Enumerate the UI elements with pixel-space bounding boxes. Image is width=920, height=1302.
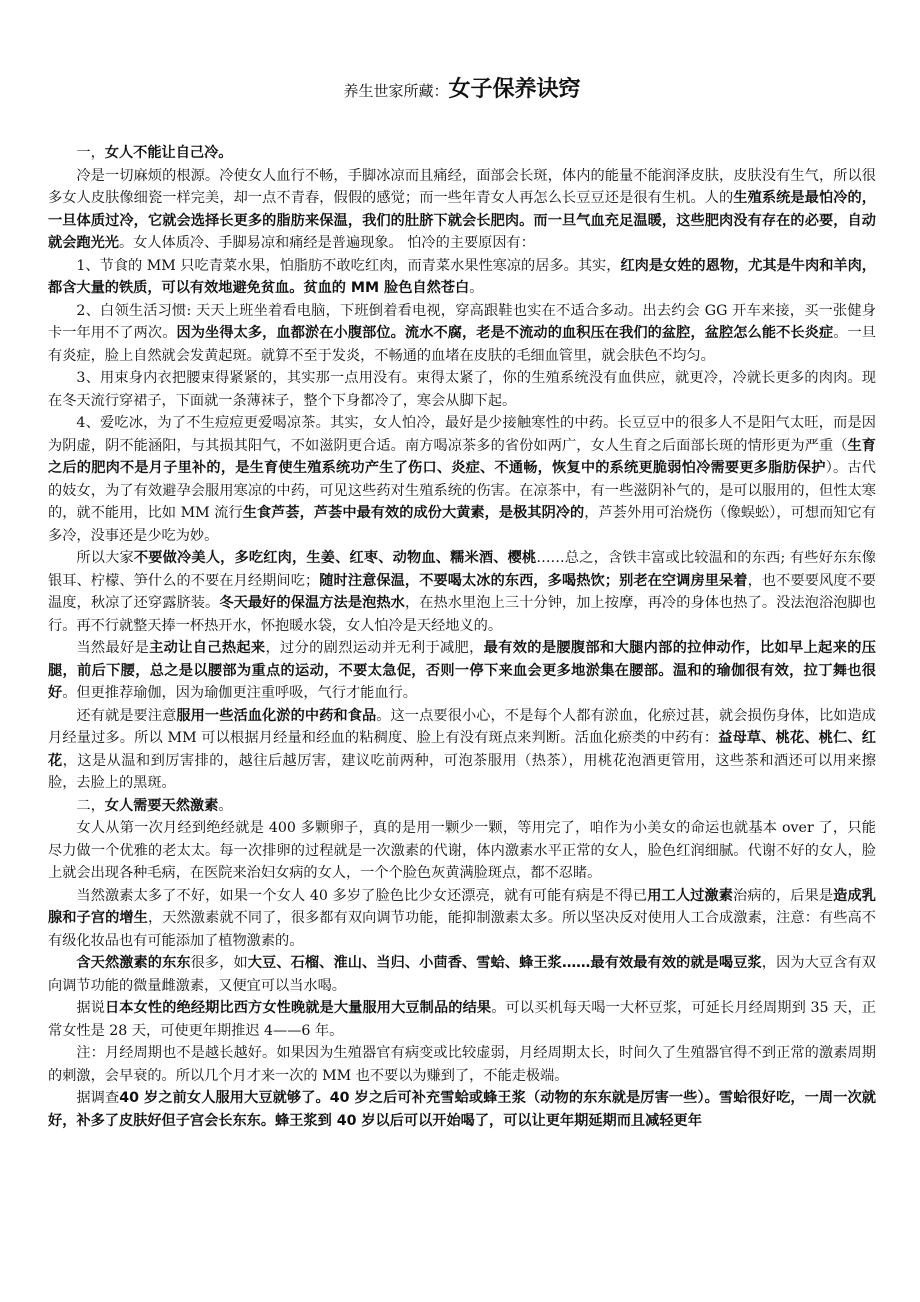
bold-text: 40 岁之前女人服用大豆就够了。40 岁之后可补充雪蛤或蜂王浆（动物的东东就是厉害一些）。雪蛤很好吃，一周一次就好，补多了皮肤好但子宫会长东东。蜂王浆到 40 岁以后可以开始喝了，可以让更年期延期而且减轻更年 [48,1090,876,1129]
paragraph [48,367,876,412]
paragraph [48,300,876,368]
paragraph [48,165,876,255]
text-run: ，在热水里泡上三十分钟，加上按摩，再冷的身体也热了。没法泡浴泡脚也行。再不行就整天捧一杯热开水，怀抱暖水袋，女人怕冷是天经地义的。 [48,595,876,634]
paragraph [48,705,876,795]
paragraph [48,817,876,885]
text-run: 。一旦有炎症，脸上自然就会发黄起斑。就算不至于发炎，不畅通的血堵在皮肤的毛细血管里，就会肤色不均匀。 [48,325,876,364]
bold-text: 益母草、桃花、桃仁、红花 [48,730,876,769]
text-run: 二， [76,797,105,814]
bold-text: 红肉是女姓的恩物，尤其是牛肉和羊肉，都含大量的铁质，可以有效地避免贫血。贫血的 MM 脸色自然苍白 [48,257,876,296]
text-run: ……总之，含铁丰富或比较温和的东西; 有些好东东像银耳、柠檬、笋什么的不要在月经期间吃； [48,550,876,589]
bold-text: 生殖系统是最怕冷的，一旦体质过冷，它就会选择长更多的脂肪来保温，我们的肚脐下就会长肥肉。而一旦气血充足温暖，这些肥肉没有存在的必要，自动就会跑光光 [48,190,876,251]
text-run: 治病的，后果是 [733,887,834,904]
text-run: ，也不要要风度不要温度，秋凉了还穿露脐装。 [48,572,876,611]
text-run: 。这一点要很小心，不是每个人都有淤血，化瘀过甚，就会损伤身体，比如造成月经量过多。所以 MM 可以根据月经量和经血的粘稠度、脸上有没有斑点来判断。活血化瘀类的中药有： [48,707,876,746]
paragraph [48,885,876,953]
bold-text: 造成乳腺和子宫的增生 [48,887,876,926]
bold-text: 女人需要天然激素 [104,797,219,814]
bold-text: 女人不能让自己冷。 [104,145,233,161]
text-run: ，过分的剧烈运动并无利于减肥， [265,640,484,656]
text-run: 冷是一切麻烦的根源。冷使女人血行不畅，手脚冰凉而且痛经，面部会长斑，体内的能量不能润泽皮肤，皮肤没有生气，所以很多女人皮肤像细瓷一样完美，却一点不青春，假假的感觉；而一些年青女人再怎么长豆豆还是很有生机。人的 [48,167,876,206]
section-heading [48,795,876,818]
text-run: 注：月经周期也不是越长越好。如果因为生殖器官有病变或比较虚弱，月经周期太长，时间久了生殖器官得不到正常的激素周期的刺激，会早衰的。所以几个月才来一次的 MM 也不要以为赚到了，不能走极端。 [48,1045,876,1084]
text-run: 当然激素太多了不好，如果一个女人 40 多岁了脸色比少女还漂亮，就有可能有病是不得已 [76,887,648,904]
bold-text: 主动让自己热起来 [149,640,266,656]
text-run: ，天然激素就不同了，很多都有双向调节功能，能抑制激素太多。所以坚决反对使用人工合成激素，注意：有些高不有级化妆品也有可能添加了植物激素的。 [48,910,876,949]
text-run: 4、爱吃冰，为了不生痘痘更爱喝凉茶。其实，女人怕冷，最好是少接触寒性的中药。长豆豆中的很多人不是阳气太旺，而是因为阴虚，阴不能涵阳，与其损其阳气，不如滋阴更合适。南方喝凉茶多的省份如两广，女人生育之后面部长斑的情形更为严重（ [48,415,876,454]
text-run: 很多，如 [190,955,248,971]
text-run: 。 [218,797,233,814]
text-run: 。可以买机每天喝一大杯豆浆，可延长月经周期到 35 天，正常女性是 28 天，可使更年期推迟 4——6 年。 [48,1000,876,1039]
paragraph [48,952,876,997]
text-run: 所以大家 [76,550,134,566]
bold-text: 服用一些活血化淤的中药和食品 [176,707,377,724]
paragraph [48,637,876,705]
bold-text: 大豆、石榴、淮山、当归、小茴香、雪蛤、蜂王浆……最有效最有效的就是喝豆浆 [247,955,762,971]
bold-text: 随时注意保温，不要喝太冰的东西，多喝热饮；别老在空调房里呆着 [319,572,748,589]
paragraph [48,1087,876,1132]
text-run: ，芦荟外用可治烧伤（像蜈蚣），可想而知它有多冷，没事还是少吃为妙。 [48,505,876,544]
text-run: ）。古代的妓女，为了有效避孕会服用寒凉的中药，可见这些药对生殖系统的伤害。在凉茶中，有一些滋阴补气的，是可以服用的，但性太寒的，就不能用，比如 MM 流行 [48,460,876,521]
bold-text: 含天然激素的东东 [76,955,191,971]
paragraph [48,412,876,547]
text-run: 。 [469,280,484,296]
bold-text: 最有效的是腰腹部和大腿内部的拉伸动作，比如早上起来的压腿，前后下腰，总之是以腰部为重点的运动，不要太急促，否则一停下来血会更多地淤集在腰部。温和的瑜伽很有效，拉丁舞也很好 [48,640,876,701]
text-run: 2、白领生活习惯: 天天上班坐着看电脑，下班倒着看电视，穿高跟鞋也实在不适合多动。出去约会 GG 开车来接，买一张健身卡一年用不了两次。 [48,302,876,341]
text-run: ，这是从温和到厉害排的，越往后越厉害，建议吃前两种，可泡茶服用（热茶），用桃花泡酒更管用，这些茶和酒还可以用来擦脸，去脸上的黑斑。 [48,752,876,791]
paragraph [48,547,876,637]
paragraph [48,997,876,1042]
bold-text: 不要做冷美人，多吃红肉，生姜、红枣、动物血、糯米酒、樱桃 [133,550,537,566]
text-run: 据调查 [76,1090,120,1106]
paragraph [48,255,876,300]
document-title [48,72,876,108]
text-run: 女人从第一次月经到绝经就是 400 多颗卵子，真的是用一颗少一颗，等用完了，咱作为小美女的命运也就基本 over 了，只能尽力做一个优雅的老太太。每一次排卵的过程就是一次激素的代谢，体内激素水平正常的女人，脸色红润细腻。代谢不好的女人，脸上就会出现各种毛病，在医院来治妇女病的女人，一个个脸色灰黄满脸斑点，都不忍睹。 [48,820,876,881]
text-run: 据说 [76,1000,105,1016]
bold-text: 生食芦荟，芦荟中最有效的成份大黄素，是极其阴冷的 [242,505,585,521]
bold-text: 因为坐得太多，血都淤在小腹部位。流水不腐，老是不流动的血积压在我们的盆腔，盆腔怎么能不长炎症 [176,325,834,341]
text-run: 一， [76,145,105,161]
text-run: ，因为大豆含有双向调节功能的微量雌激素，又便宜可以当水喝。 [48,955,876,994]
text-run: 。但更推荐瑜伽，因为瑜伽更注重呼吸，气行才能血行。 [62,685,417,701]
text-run: 1、节食的 MM 只吃青菜水果，怕脂肪不敢吃红肉，而青菜水果性寒凉的居多。其实， [76,257,621,274]
section-heading [48,142,876,165]
text-run: 3、用束身内衣把腰束得紧紧的，其实那一点用没有。束得太紧了，你的生殖系统没有血供应，就更冷，冷就长更多的肉肉。现在冬天流行穿裙子，下面就一条薄袜子，整个下身都冷了，寒会从脚下起。 [48,370,876,409]
bold-text: 冬天最好的保温方法是泡热水 [219,595,405,611]
title-main: 女子保养诀窍 [448,77,581,102]
text-run: 当然最好是 [76,640,150,656]
bold-text: 用工人过激素 [647,887,734,904]
paragraph [48,1042,876,1087]
title-prefix: 养生世家所藏： [343,82,449,100]
bold-text: 生育之后的肥肉不是月子里补的，是生育使生殖系统功产生了伤口、炎症、不通畅，恢复中的系统更脆弱怕冷需要更多脂肪保护 [48,437,876,476]
text-run: 。女人体质冷、手脚易凉和痛经是普遍现象。 怕冷的主要原因有： [118,235,535,251]
document-body [48,142,876,1132]
text-run: 还有就是要注意 [76,707,177,724]
bold-text: 日本女性的绝经期比西方女性晚就是大量服用大豆制品的结果 [105,1000,492,1016]
